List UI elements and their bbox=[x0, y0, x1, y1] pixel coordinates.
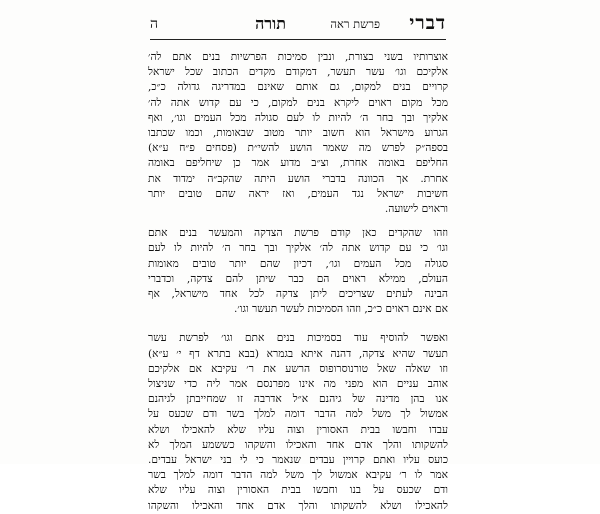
text-line: אלקיכם וגו׳ עשר תעשר, דמקודם מקדים הכתוב שכל ישראל bbox=[148, 66, 448, 79]
text-line: אלקיך ובך בחר ה׳ להיות לו לעם סגולה מכל העמים וגו׳, ואף bbox=[148, 111, 448, 124]
text-line: תעשר שהיא צדקה, דהנה איתא בגמרא (בבא בתרא דף י׳ ע״א) bbox=[148, 347, 448, 360]
text-line: אוצרותיו בשני בצורת, ונבין סמיכות הפרשיות בנים אתם לה׳ bbox=[148, 51, 448, 63]
text-line: כועס עליו ואתם קרויין עבדים שנאמר כי לי בני ישראל עבדים. bbox=[148, 454, 448, 467]
text-line: אמשול לך משל למה הדבר דומה למלך בשר ודם שכעס על bbox=[148, 408, 448, 421]
text-line: אמר לו ר׳ עקיבא אמשול לך משל למה הדבר דומה למלך בשר bbox=[148, 469, 448, 482]
paragraph-1 bbox=[148, 50, 448, 217]
text-line: העולם, ממילא ראוים הם כבר שיתן להם צדקה, וכדברי bbox=[148, 272, 448, 285]
parasha-name: פרשת ראה bbox=[330, 17, 380, 31]
text-line: אוהב עניים הוא מפני מה אינו מפרנסם אמר ליה כדי שניצול bbox=[148, 378, 448, 391]
text-line: וזו שאלה שאל טורנוסרופוס הרשע את ר׳ עקיבא אם אלקיכם bbox=[148, 362, 448, 375]
text-line: להשקותו והלך אדם אחד והאכילו והשקהו כששמע המלך לא bbox=[148, 438, 448, 451]
paragraph-gap bbox=[148, 217, 448, 226]
text-line: הבינה לעתים שצריכים ליתן צדקה לכל אחד מישראל, אף bbox=[148, 288, 448, 301]
header-rule bbox=[150, 39, 446, 40]
text-line: אנו בהן מדינה של גיהנם א״ל אדרבה זו שמחייבתן לגיהנם bbox=[148, 393, 448, 406]
text-line: חשיבות ישראל נגד העמים, ואז יראה שהם טובים יותר bbox=[148, 187, 448, 200]
book-title: דברי bbox=[409, 12, 446, 34]
text-line: ואפשר להוסיף עוד בסמיכות בנים אתם וגו׳ לפרשת עשר bbox=[148, 332, 448, 345]
text-line: מכל מקום ראוים ליקרא בנים למקום, כי עם קדוש אתה לה׳ bbox=[148, 96, 448, 109]
section-label: תורה bbox=[255, 14, 286, 33]
body-text bbox=[148, 50, 448, 514]
text-line: וזהו שהקדים כאן קודם פרשת הצדקה והמעשר בנים אתם bbox=[148, 227, 448, 240]
text-line: הגרוע מישראל הוא חשוב יותר מטוב שבאומות, וכמו שכתבו bbox=[148, 127, 448, 140]
text-line: סגולה מכל העמים וגו׳, דכיון שהם יותר טובים מאומות bbox=[148, 257, 448, 270]
paragraph-gap bbox=[148, 317, 448, 331]
text-line: קרויים בנים למקום, גם אותם שאינם במדריגה גדולה כ״כ, bbox=[148, 81, 448, 94]
text-line: ודם שכעס על בנו וחבשו בבית האסורין וצוה עליו שלא bbox=[148, 484, 448, 497]
text-line: החליפם באומה אחרת, וצ״ב מדוע אמר כן שיחליפם באומה bbox=[148, 157, 448, 170]
text-line: וראוים לישועה. bbox=[384, 203, 448, 216]
text-line: אחרת. אך הכוונה בדברי הושע היתה שהקב״ה ימדוד את bbox=[148, 172, 448, 185]
page-header bbox=[150, 12, 446, 38]
paragraph-2 bbox=[148, 226, 448, 317]
text-line: להאכילו ושלא להשקותו והלך אדם אחד והאכילו והשקהו bbox=[148, 499, 448, 512]
text-line: וגו׳ כי עם קדוש אתה לה׳ אלקיך ובך בחר ה׳ להיות לו לעם bbox=[148, 242, 448, 255]
paragraph-3 bbox=[148, 331, 448, 513]
text-line: אם אינם ראוים כ״כ, וזהו הסמיכות לעשר תעשר וגו׳. bbox=[233, 303, 448, 316]
text-line: עבדו וחבשו בבית האסורין וצוה עליו שלא להאכילו ושלא bbox=[148, 423, 448, 436]
text-line: בספה״ק לפרש מה שאמר הושע להשי״ת (פסחים פ״ח ע״א) bbox=[148, 142, 448, 155]
page-number: ה bbox=[150, 16, 159, 32]
